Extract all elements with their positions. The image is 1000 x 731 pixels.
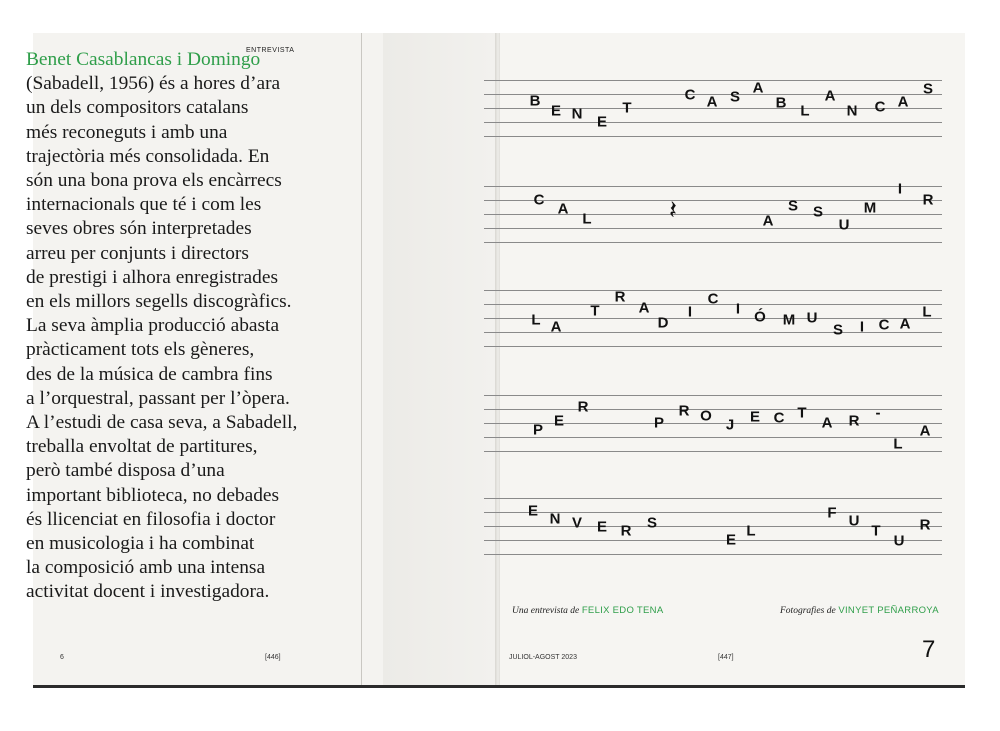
staff-letter: I xyxy=(897,180,903,198)
staff-letter: A xyxy=(706,93,718,111)
staff-letter: A xyxy=(762,212,774,230)
staff-letter: O xyxy=(700,407,712,425)
staff-letter: A xyxy=(824,87,836,105)
staff-letter: S xyxy=(729,88,741,106)
staff-letter: L xyxy=(582,210,592,228)
issue-code-right: [447] xyxy=(718,654,734,661)
staff-letter: R xyxy=(614,288,626,306)
staff-letter: R xyxy=(919,516,931,534)
subject-name: Benet Casablancas i Domingo xyxy=(26,49,261,70)
interview-credit xyxy=(512,605,663,616)
staff-letter: J xyxy=(725,416,735,434)
page-fold xyxy=(361,33,362,685)
staff-letter: A xyxy=(919,422,931,440)
page-number-left: 6 xyxy=(60,654,64,661)
staff-letter: T xyxy=(797,404,807,422)
staff-letter: P xyxy=(532,421,544,439)
staff-letter: U xyxy=(838,216,850,234)
staff-letter: I xyxy=(859,318,865,336)
staff-letter: C xyxy=(773,409,785,427)
staff-letter: M xyxy=(863,199,877,217)
staff-letter: R xyxy=(620,522,632,540)
issue-code-left: [446] xyxy=(265,654,281,661)
staff-letter: C xyxy=(684,86,696,104)
staff-letter: B xyxy=(775,94,787,112)
staff-letter: N xyxy=(846,102,858,120)
staff-letter: I xyxy=(687,303,693,321)
staff-letter: A xyxy=(752,79,764,97)
staff-letter: T xyxy=(871,522,881,540)
staff-letter: S xyxy=(646,514,658,532)
staff-letter: R xyxy=(922,191,934,209)
staff-letter: C xyxy=(707,290,719,308)
staff-letter: U xyxy=(806,309,818,327)
staff-letter: T xyxy=(622,99,632,117)
photo-credit xyxy=(780,605,939,616)
staff-letter: S xyxy=(812,203,824,221)
staff-letter: A xyxy=(899,315,911,333)
staff-letter: L xyxy=(800,102,810,120)
interviewer-name: FELIX EDO TENA xyxy=(581,605,664,616)
staff-letter: B xyxy=(529,92,541,110)
staff-letter: D xyxy=(657,314,669,332)
staff-letter: L xyxy=(922,303,932,321)
staff-letter: A xyxy=(897,93,909,111)
staff-letter: N xyxy=(549,510,561,528)
staff-letter: R xyxy=(678,402,690,420)
staff-letter: L xyxy=(893,435,903,453)
staff-letter: - xyxy=(875,404,881,422)
staff-letter: L xyxy=(746,522,756,540)
staff-letter: L xyxy=(531,311,541,329)
staff-letter: R xyxy=(577,398,589,416)
staff-letter: V xyxy=(571,514,583,532)
staff-letter: E xyxy=(527,502,539,520)
staff-letter: A xyxy=(821,414,833,432)
intro-paragraph xyxy=(26,48,326,605)
staff-letter: M xyxy=(782,311,796,329)
intro-body: (Sabadell, 1956) és a hores d’ara un dels compositors catalans més reconeguts i amb una trajectòria més consolidada. En són una bona prova els encàrrecs internacionals que té i com les seves obres són interpretades arreu per conjunts i directors de prestigi i alhora enregistrades en els millors segells discogràfics. La seva àmplia producció abasta pràcticament tots els gèneres, des de la música de cambra fins a l’orquestral, passant per l’òpera. A l’estudi de casa seva, a Sabadell, treballa envoltat de partitures, però també disposa d’una important biblioteca, no debades és llicenciat en filosofia i doctor en musicologia i ha combinat la composició amb una intensa activitat docent i investigadora. xyxy=(26,73,298,603)
staff-letter: E xyxy=(725,531,737,549)
staff-letter: E xyxy=(550,102,562,120)
page-number-right: 7 xyxy=(922,636,936,663)
section-label: ENTREVISTA xyxy=(246,47,295,54)
staff-letter: E xyxy=(596,518,608,536)
staff-letter: N xyxy=(571,105,583,123)
staff-4 xyxy=(484,395,942,455)
staff-letter: R xyxy=(848,412,860,430)
staff-letter: E xyxy=(749,408,761,426)
staff-letter: C xyxy=(874,98,886,116)
staff-letter: U xyxy=(893,532,905,550)
issue-date: JULIOL-AGOST 2023 xyxy=(509,654,577,661)
staff-letter: T xyxy=(590,302,600,320)
staff-letter: S xyxy=(787,197,799,215)
staff-letter: A xyxy=(550,318,562,336)
staff-letter: S xyxy=(832,321,844,339)
staff-letter: Ó xyxy=(754,308,766,326)
staff-letter: C xyxy=(533,191,545,209)
staff-letter: U xyxy=(848,512,860,530)
photographer-name: VINYET PEÑARROYA xyxy=(838,605,939,616)
staff-letter: F xyxy=(827,504,837,522)
bleed-through xyxy=(383,33,495,685)
staff-letter: A xyxy=(638,299,650,317)
interview-prefix: Una entrevista de xyxy=(512,606,580,616)
staff-letter: A xyxy=(557,200,569,218)
rest-symbol: 𝄽 xyxy=(669,195,677,226)
staff-letter: I xyxy=(735,300,741,318)
staff-letter: E xyxy=(596,113,608,131)
photos-prefix: Fotografies de xyxy=(780,606,836,616)
staff-letter: S xyxy=(922,80,934,98)
staff-letter: P xyxy=(653,414,665,432)
staff-letter: E xyxy=(553,412,565,430)
staff-letter: C xyxy=(878,316,890,334)
